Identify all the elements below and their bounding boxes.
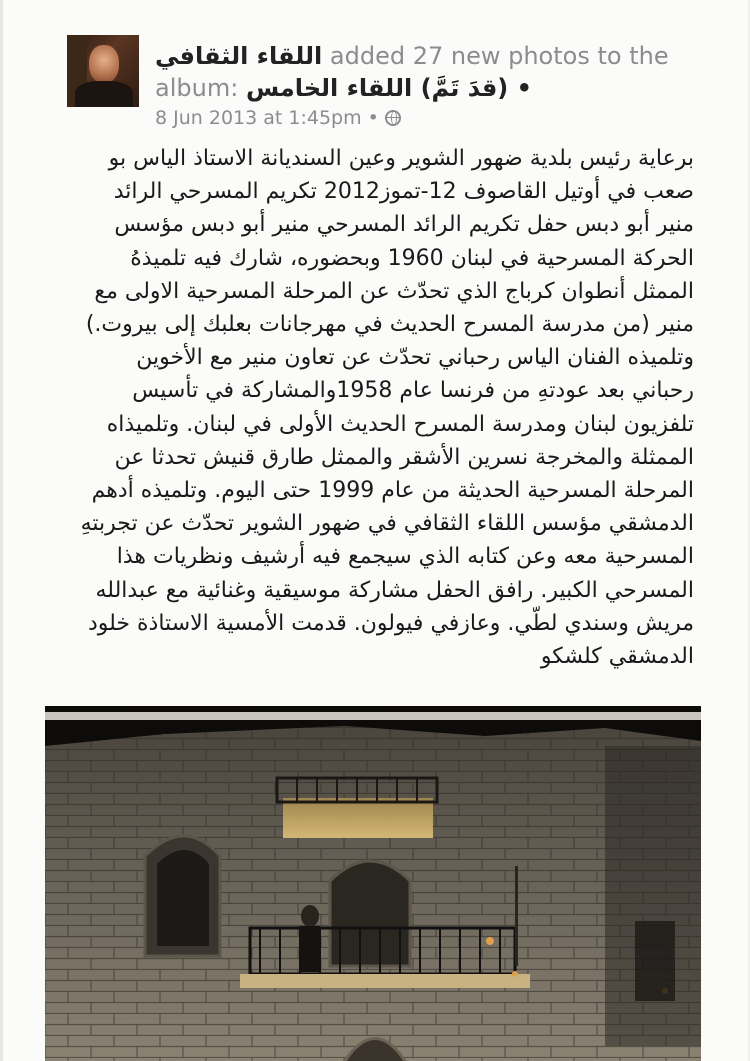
body-line: المسرحية معه وعن كتابه الذي سيجمع فيه أرشيف ونظريات هذا (116, 544, 694, 570)
author-name[interactable]: اللقاء الثقافي (155, 42, 323, 70)
avatar-face (89, 45, 119, 83)
body-line: رحباني بعد عودتهِ من فرنسا عام 1958والمشاركة في تأسيس (132, 378, 694, 404)
body-line: الممثلة والمخرجة نسرين الأشقر والممثل طارق قنيش تحدثا عن (114, 444, 694, 470)
post-timestamp[interactable]: 8 Jun 2013 at 1:45pm (155, 107, 362, 129)
body-line: صعب في أوتيل القاصوف 12-تموز2012 تكريم المسرحي الرائد (113, 179, 694, 205)
body-line: الدمشقي مؤسس اللقاء الثقافي في ضهور الشوير تحدّث عن تجربتهِ (80, 511, 694, 537)
album-link[interactable]: • (قدَ تَمَّ) اللقاء الخامس (245, 74, 532, 102)
post-photo[interactable] (45, 706, 701, 1061)
body-line: المسرحي الكبير. رافق الحفل مشاركة موسيقية وغنائية مع عبدالله (95, 577, 694, 603)
body-line: الحركة المسرحية في لبنان 1960 وبحضوره، شارك فيه تلميذهُ (130, 245, 694, 271)
post-header (155, 40, 715, 72)
body-line: منير (من مدرسة المسرح الحديث في مهرجانات بعلبك إلى بيروت.) (85, 312, 694, 338)
body-line: منير أبو دبس حفل تكريم الرائد المسرحي منير أبو دبس مؤسس (114, 212, 694, 238)
meta-separator: • (367, 107, 379, 129)
building-photo-illustration (45, 706, 701, 1061)
album-prefix: album: (155, 74, 239, 102)
body-line: الدمشقي كلشكو (540, 644, 694, 670)
post-meta (155, 105, 401, 131)
post-action-text: added 27 new photos to the (329, 42, 669, 70)
body-line: مريش وسندي لطّي. وعازفي فيولون. قدمت الأمسية الاستاذة خلود (87, 610, 694, 636)
body-line: تلفزيون لبنان ومدرسة المسرح الحديث الأولى في لبنان. وتلميذاه (106, 411, 694, 437)
body-line: المرحلة المسرحية الحديثة من عام 1999 حتى اليوم. وتلميذه أدهم (91, 478, 694, 504)
avatar[interactable] (67, 35, 139, 107)
body-line: الممثل أنطوان كرباج الذي تحدّث عن المرحلة المسرحية الاولى مع (94, 278, 694, 304)
post-body (66, 142, 694, 673)
avatar-shirt (75, 81, 133, 107)
body-line: وتلميذه الفنان الياس رحباني تحدّث عن تعاون منير مع الأخوين (136, 345, 694, 371)
globe-icon[interactable] (385, 110, 401, 126)
body-line: برعاية رئيس بلدية ضهور الشوير وعين السنديانة الاستاذ الياس بو (108, 146, 694, 171)
post-header-album (155, 72, 715, 104)
